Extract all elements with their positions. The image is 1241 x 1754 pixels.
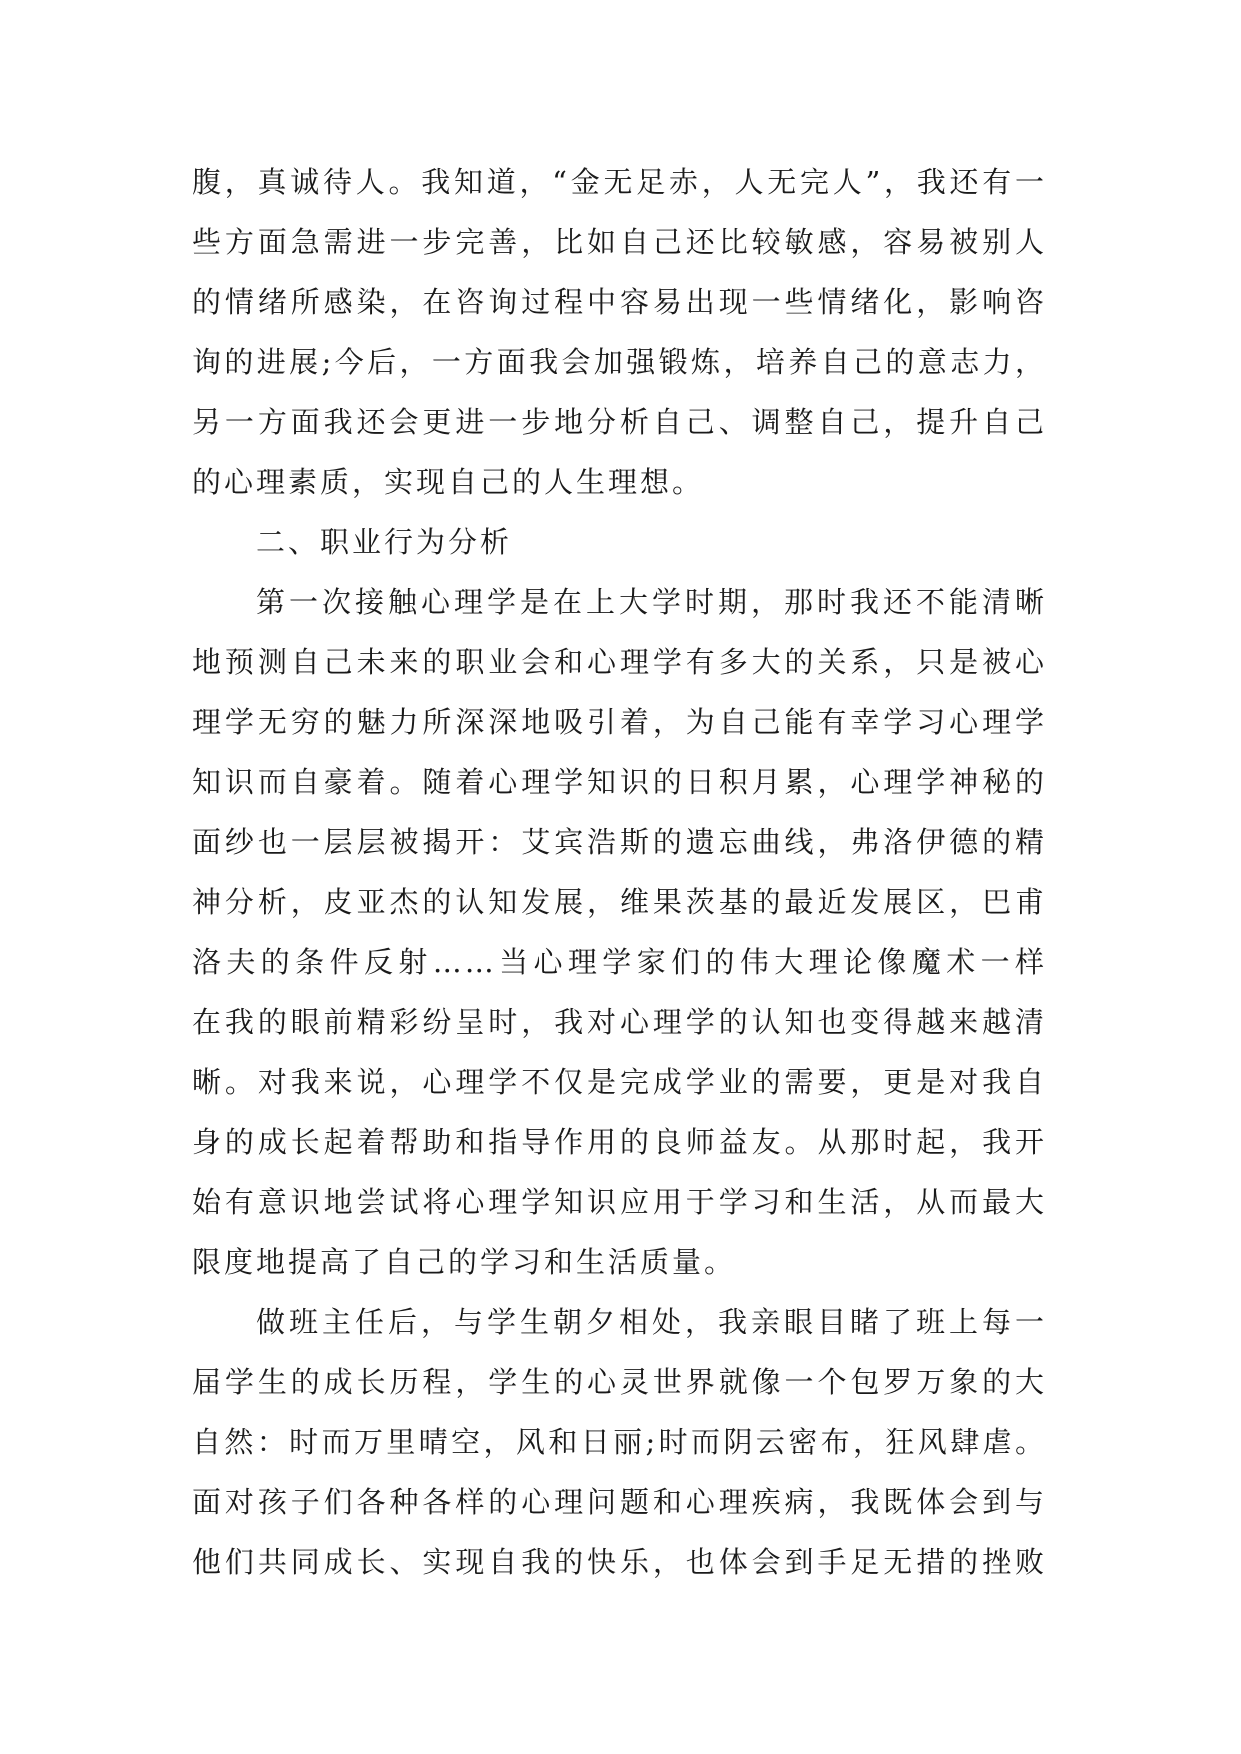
text-line: 始有意识地尝试将心理学知识应用于学习和生活，从而最大: [192, 1185, 1047, 1219]
text-line: 神分析，皮亚杰的认知发展，维果茨基的最近发展区，巴甫: [192, 885, 1047, 919]
text-line: 届学生的成长历程，学生的心灵世界就像一个包罗万象的大: [192, 1365, 1047, 1399]
text-line: 知识而自豪着。随着心理学知识的日积月累，心理学神秘的: [192, 765, 1047, 799]
body-text: [192, 152, 1047, 1592]
text-line: 另一方面我还会更进一步地分析自己、调整自己，提升自己: [192, 405, 1047, 439]
text-line: 他们共同成长、实现自我的快乐，也体会到手足无措的挫败: [192, 1545, 1047, 1579]
text-line: 第一次接触心理学是在上大学时期，那时我还不能清晰: [256, 585, 1047, 619]
text-line: 腹，真诚待人。我知道，“金无足赤，人无完人”，我还有一: [192, 165, 1047, 199]
text-line: 自然：时而万里晴空，风和日丽;时而阴云密布，狂风肆虐。: [192, 1425, 1047, 1459]
text-line: 理学无穷的魅力所深深地吸引着，为自己能有幸学习心理学: [192, 705, 1047, 739]
text-line: 的情绪所感染，在咨询过程中容易出现一些情绪化，影响咨: [192, 285, 1047, 319]
text-line: 晰。对我来说，心理学不仅是完成学业的需要，更是对我自: [192, 1065, 1047, 1099]
text-line: 询的进展;今后，一方面我会加强锻炼，培养自己的意志力，: [192, 345, 1047, 379]
text-line: 做班主任后，与学生朝夕相处，我亲眼目睹了班上每一: [256, 1305, 1047, 1339]
text-line: 面对孩子们各种各样的心理问题和心理疾病，我既体会到与: [192, 1485, 1047, 1519]
text-line: 在我的眼前精彩纷呈时，我对心理学的认知也变得越来越清: [192, 1005, 1047, 1039]
text-line: 限度地提高了自己的学习和生活质量。: [192, 1245, 737, 1279]
text-line: 的心理素质，实现自己的人生理想。: [192, 465, 705, 499]
text-line: 洛夫的条件反射……当心理学家们的伟大理论像魔术一样: [192, 945, 1047, 979]
text-line: 身的成长起着帮助和指导作用的良师益友。从那时起，我开: [192, 1125, 1047, 1159]
section-heading: 二、职业行为分析: [256, 525, 513, 559]
text-line: 些方面急需进一步完善，比如自己还比较敏感，容易被别人: [192, 225, 1047, 259]
text-line: 面纱也一层层被揭开：艾宾浩斯的遗忘曲线，弗洛伊德的精: [192, 825, 1047, 859]
text-line: 地预测自己未来的职业会和心理学有多大的关系，只是被心: [192, 645, 1047, 679]
